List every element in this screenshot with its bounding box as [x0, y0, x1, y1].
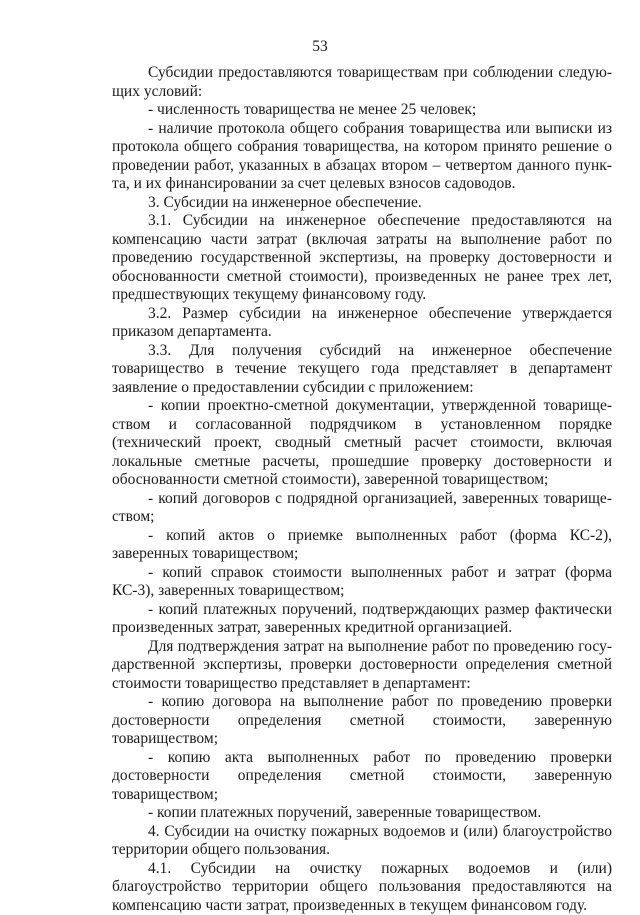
paragraph: - копию договора на выполнение работ по проведению проверки достоверности определения сметной стоимости, заверенную товариществом; [112, 693, 612, 749]
paragraph: - копии проектно-сметной документации, утвержденной товариществом и согласованной подрядчиком в установленном порядке (технический проект, сводный сметный расчет стоимости, включая локальные сметные расчеты, прошедшие проверку достоверности и обоснованности сметной стоимости), заверенной товариществом; [112, 397, 612, 490]
paragraph: - наличие протокола общего собрания товарищества или выписки из протокола общего собрания товарищества, на котором принято решение о проведении работ, указанных в абзацах втором – четвертом данного пункта, и их финансировании за счет целевых взносов садоводов. [112, 120, 612, 194]
paragraph: 3. Субсидии на инженерное обеспечение. [112, 194, 612, 213]
document-body [112, 64, 612, 915]
paragraph: - копий справок стоимости выполненных работ и затрат (форма КС-3), заверенных товариществом; [112, 564, 612, 601]
page-number: 53 [0, 38, 640, 56]
paragraph: Для подтверждения затрат на выполнение работ по проведению государственной экспертизы, проверки достоверности определения сметной стоимости товарищество представляет в департамент: [112, 638, 612, 694]
paragraph: Субсидии предоставляются товариществам при соблюдении следующих условий: [112, 64, 612, 101]
paragraph: - численность товарищества не менее 25 человек; [112, 101, 612, 120]
paragraph: - копий платежных поручений, подтверждающих размер фактически произведенных затрат, заверенных кредитной организацией. [112, 601, 612, 638]
paragraph: - копию акта выполненных работ по проведению проверки достоверности определения сметной стоимости, заверенную товариществом; [112, 749, 612, 805]
paragraph: 3.3. Для получения субсидий на инженерное обеспечение товарищество в течение текущего года представляет в департамент заявление о предоставлении субсидии с приложением: [112, 342, 612, 398]
paragraph: - копий договоров с подрядной организацией, заверенных товариществом; [112, 490, 612, 527]
paragraph: - копии платежных поручений, заверенные товариществом. [112, 804, 612, 823]
paragraph: 3.1. Субсидии на инженерное обеспечение предоставляются на компенсацию части затрат (включая затраты на выполнение работ по проведению государственной экспертизы, на проверку достоверности и обоснованности сметной стоимости), произведенных не ранее трех лет, предшествующих текущему финансовому году. [112, 212, 612, 305]
paragraph: 4.1. Субсидии на очистку пожарных водоемов и (или) благоустройство территории общего пользования предоставляются на компенсацию части затрат, произведенных в текущем финансовом году. [112, 860, 612, 915]
paragraph: 3.2. Размер субсидии на инженерное обеспечение утверждается приказом департамента. [112, 305, 612, 342]
paragraph: 4. Субсидии на очистку пожарных водоемов и (или) благоустройство территории общего пользования. [112, 823, 612, 860]
paragraph: - копий актов о приемке выполненных работ (форма КС-2), заверенных товариществом; [112, 527, 612, 564]
